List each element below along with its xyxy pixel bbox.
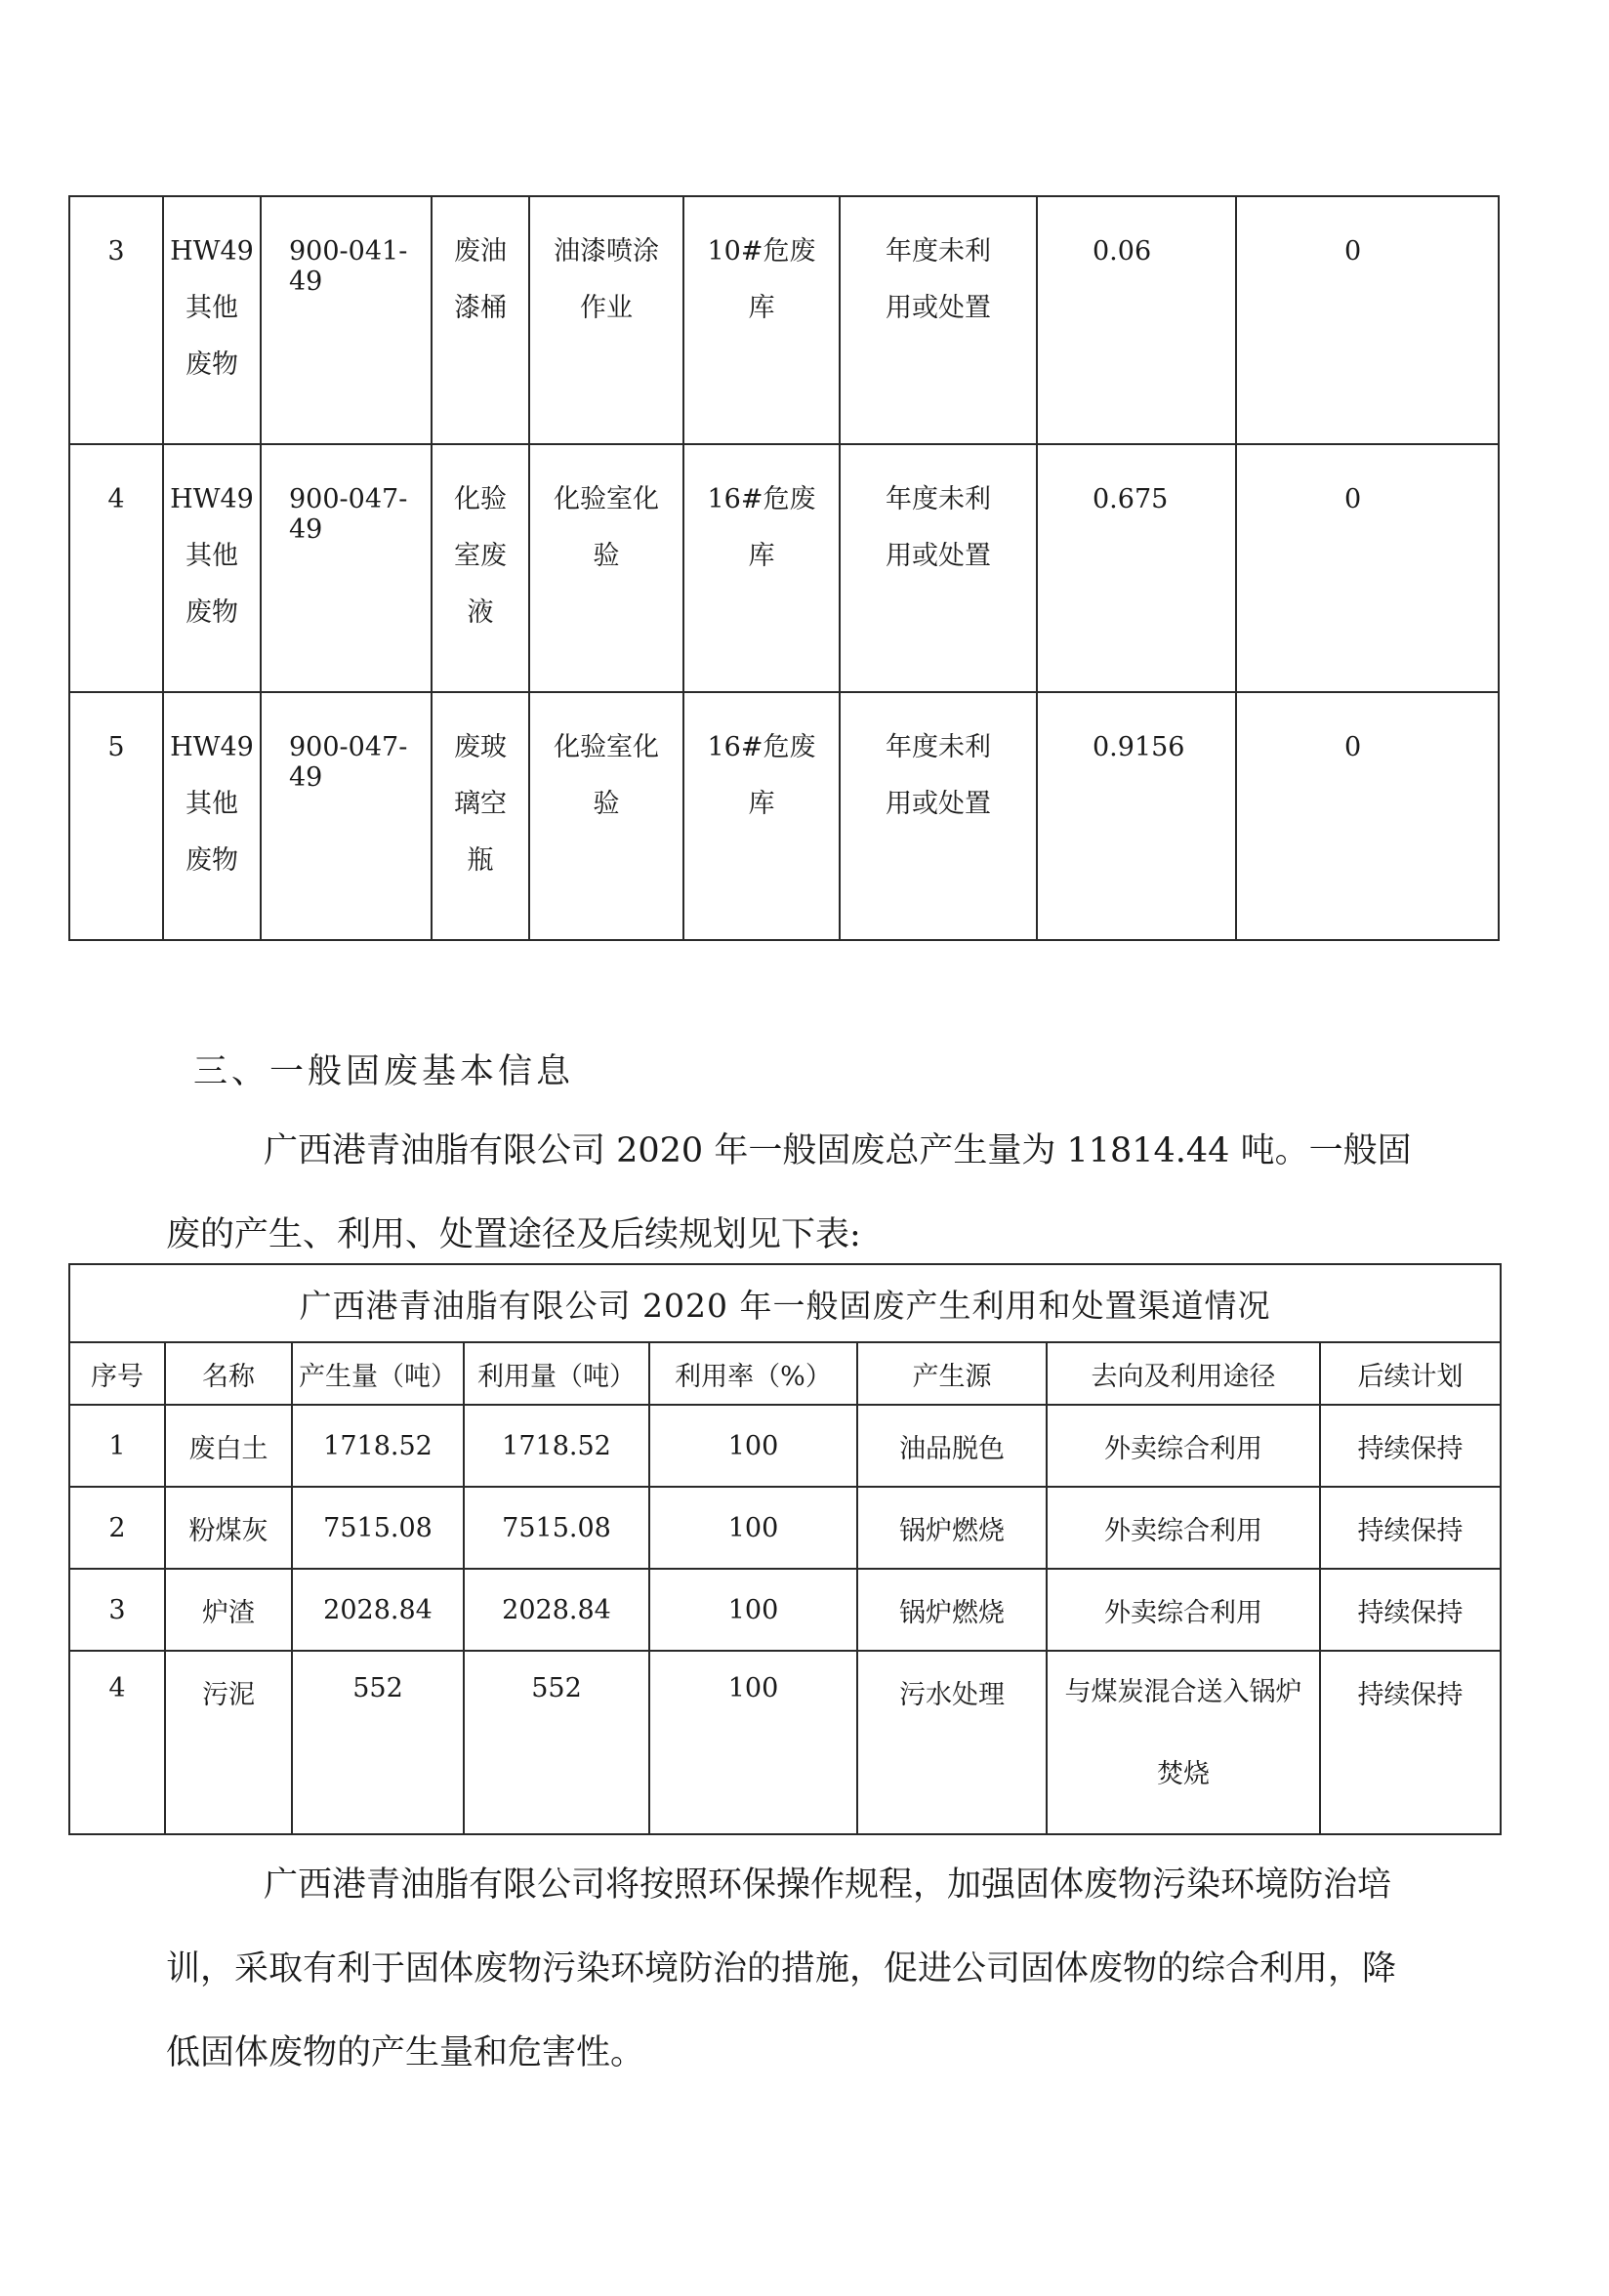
table-cell: 2028.84 [464,1569,649,1651]
cell-line: 其他 [186,541,238,571]
storage-cell [683,692,840,940]
closing-text: 广西港青油脂有限公司将按照环保操作规程，加强固体废物污染环境防治培训，采取有利于固体废物污染环境防治的措施，促进公司固体废物的综合利用，降低固体废物的产生量和危害性。 [166,1866,1397,2072]
table-cell: 7515.08 [292,1487,464,1569]
column-header: 后续计划 [1320,1342,1501,1405]
table-cell: 100 [649,1405,857,1487]
cell-line: HW49 [170,236,254,266]
table-cell: 废白土 [165,1405,292,1487]
table-cell: 外卖综合利用 [1047,1487,1320,1569]
intro-text: 广西港青油脂有限公司 2020 年一般固废总产生量为 11814.44 吨。一般固废的产生、利用、处置途径及后续规划见下表: [166,1131,1412,1254]
source-cell [529,444,683,692]
code-cell: 900-047-49 [261,692,432,940]
general-waste-table [68,1263,1502,1835]
column-header: 利用量（吨） [464,1342,649,1405]
intro-paragraph [166,1109,1425,1277]
seq-cell: 4 [69,444,163,692]
cell-line: 年度未利 [886,484,991,514]
cell-line: 废玻 [454,732,507,762]
table-row [69,1405,1501,1487]
amount-cell: 0.675 [1037,444,1236,692]
table-row [69,1569,1501,1651]
cell-line: 用或处置 [886,789,991,819]
name-cell [432,196,529,444]
name-cell [432,444,529,692]
column-header: 利用率（%） [649,1342,857,1405]
cell-line: 化验室化 [554,484,659,514]
source-cell [529,692,683,940]
hazardous-table-body [69,196,1499,940]
category-cell [163,196,261,444]
cell-line: 用或处置 [886,541,991,571]
amount-cell: 0.06 [1037,196,1236,444]
table-cell: 1 [69,1405,165,1487]
name-cell [432,692,529,940]
table-row [69,692,1499,940]
cell-text: 与煤炭混合送入锅炉焚烧 [1064,1677,1302,1789]
cell-line: 废物 [186,349,238,380]
cell-line: 用或处置 [886,293,991,323]
cell-line: 化验 [454,484,507,514]
amount-cell: 0.9156 [1037,692,1236,940]
general-table-title: 广西港青油脂有限公司 2020 年一般固废产生利用和处置渠道情况 [69,1264,1501,1342]
column-header: 名称 [165,1342,292,1405]
cell-line: 年度未利 [886,236,991,266]
table-cell: 1718.52 [292,1405,464,1487]
table-cell: 锅炉燃烧 [857,1487,1047,1569]
table-cell: 持续保持 [1320,1651,1501,1834]
table-cell: 粉煤灰 [165,1487,292,1569]
cell-line: 废物 [186,597,238,628]
table-cell: 污泥 [165,1651,292,1834]
table-cell: 100 [649,1651,857,1834]
seq-cell: 3 [69,196,163,444]
cell-line: 室废 [454,541,507,571]
disposal-cell [840,444,1037,692]
cell-line: 验 [593,789,620,819]
cell-line: 16#危废 [707,732,816,762]
cell-line: 库 [748,541,775,571]
table-cell: 552 [292,1651,464,1834]
category-cell [163,692,261,940]
stock-cell: 0 [1236,196,1499,444]
column-header: 序号 [69,1342,165,1405]
seq-cell: 5 [69,692,163,940]
table-cell: 持续保持 [1320,1405,1501,1487]
table-row [69,1487,1501,1569]
table-cell: 3 [69,1569,165,1651]
general-table-header-row [69,1342,1501,1405]
cell-line: 验 [593,541,620,571]
table-cell: 4 [69,1651,165,1834]
table-cell: 2 [69,1487,165,1569]
table-cell: 552 [464,1651,649,1834]
code-cell: 900-047-49 [261,444,432,692]
cell-line: 年度未利 [886,732,991,762]
table-cell: 外卖综合利用 [1047,1569,1320,1651]
table-row [69,444,1499,692]
table-cell: 炉渣 [165,1569,292,1651]
table-row [69,1651,1501,1834]
table-cell: 100 [649,1569,857,1651]
column-header: 产生量（吨） [292,1342,464,1405]
disposal-cell [840,196,1037,444]
stock-cell: 0 [1236,692,1499,940]
cell-line: 库 [748,293,775,323]
hazardous-waste-table [68,195,1500,941]
table-cell: 外卖综合利用 [1047,1405,1320,1487]
source-cell [529,196,683,444]
cell-line: HW49 [170,484,254,514]
table-cell: 持续保持 [1320,1569,1501,1651]
table-cell: 1718.52 [464,1405,649,1487]
cell-line: HW49 [170,732,254,762]
closing-paragraph [166,1843,1425,2095]
cell-line: 璃空 [454,789,507,819]
cell-line: 废物 [186,845,238,876]
general-table-body [69,1405,1501,1834]
cell-line: 库 [748,789,775,819]
table-cell: 污水处理 [857,1651,1047,1834]
storage-cell [683,444,840,692]
table-cell: 锅炉燃烧 [857,1569,1047,1651]
cell-line: 液 [467,597,494,628]
table-cell: 2028.84 [292,1569,464,1651]
column-header: 产生源 [857,1342,1047,1405]
cell-line: 化验室化 [554,732,659,762]
storage-cell [683,196,840,444]
cell-line: 瓶 [467,845,494,876]
stock-cell: 0 [1236,444,1499,692]
disposal-cell [840,692,1037,940]
cell-line: 其他 [186,293,238,323]
category-cell [163,444,261,692]
cell-line: 16#危废 [707,484,816,514]
table-cell: 100 [649,1487,857,1569]
cell-line: 其他 [186,789,238,819]
section-heading: 三、一般固废基本信息 [193,1052,575,1091]
code-cell: 900-041-49 [261,196,432,444]
cell-line: 漆桶 [454,293,507,323]
table-cell: 油品脱色 [857,1405,1047,1487]
table-row [69,196,1499,444]
column-header: 去向及利用途径 [1047,1342,1320,1405]
cell-line: 油漆喷涂 [554,236,659,266]
table-cell: 7515.08 [464,1487,649,1569]
table-cell: 持续保持 [1320,1487,1501,1569]
cell-line: 10#危废 [707,236,816,266]
table-cell [1047,1651,1320,1834]
cell-line: 废油 [454,236,507,266]
cell-line: 作业 [580,293,633,323]
